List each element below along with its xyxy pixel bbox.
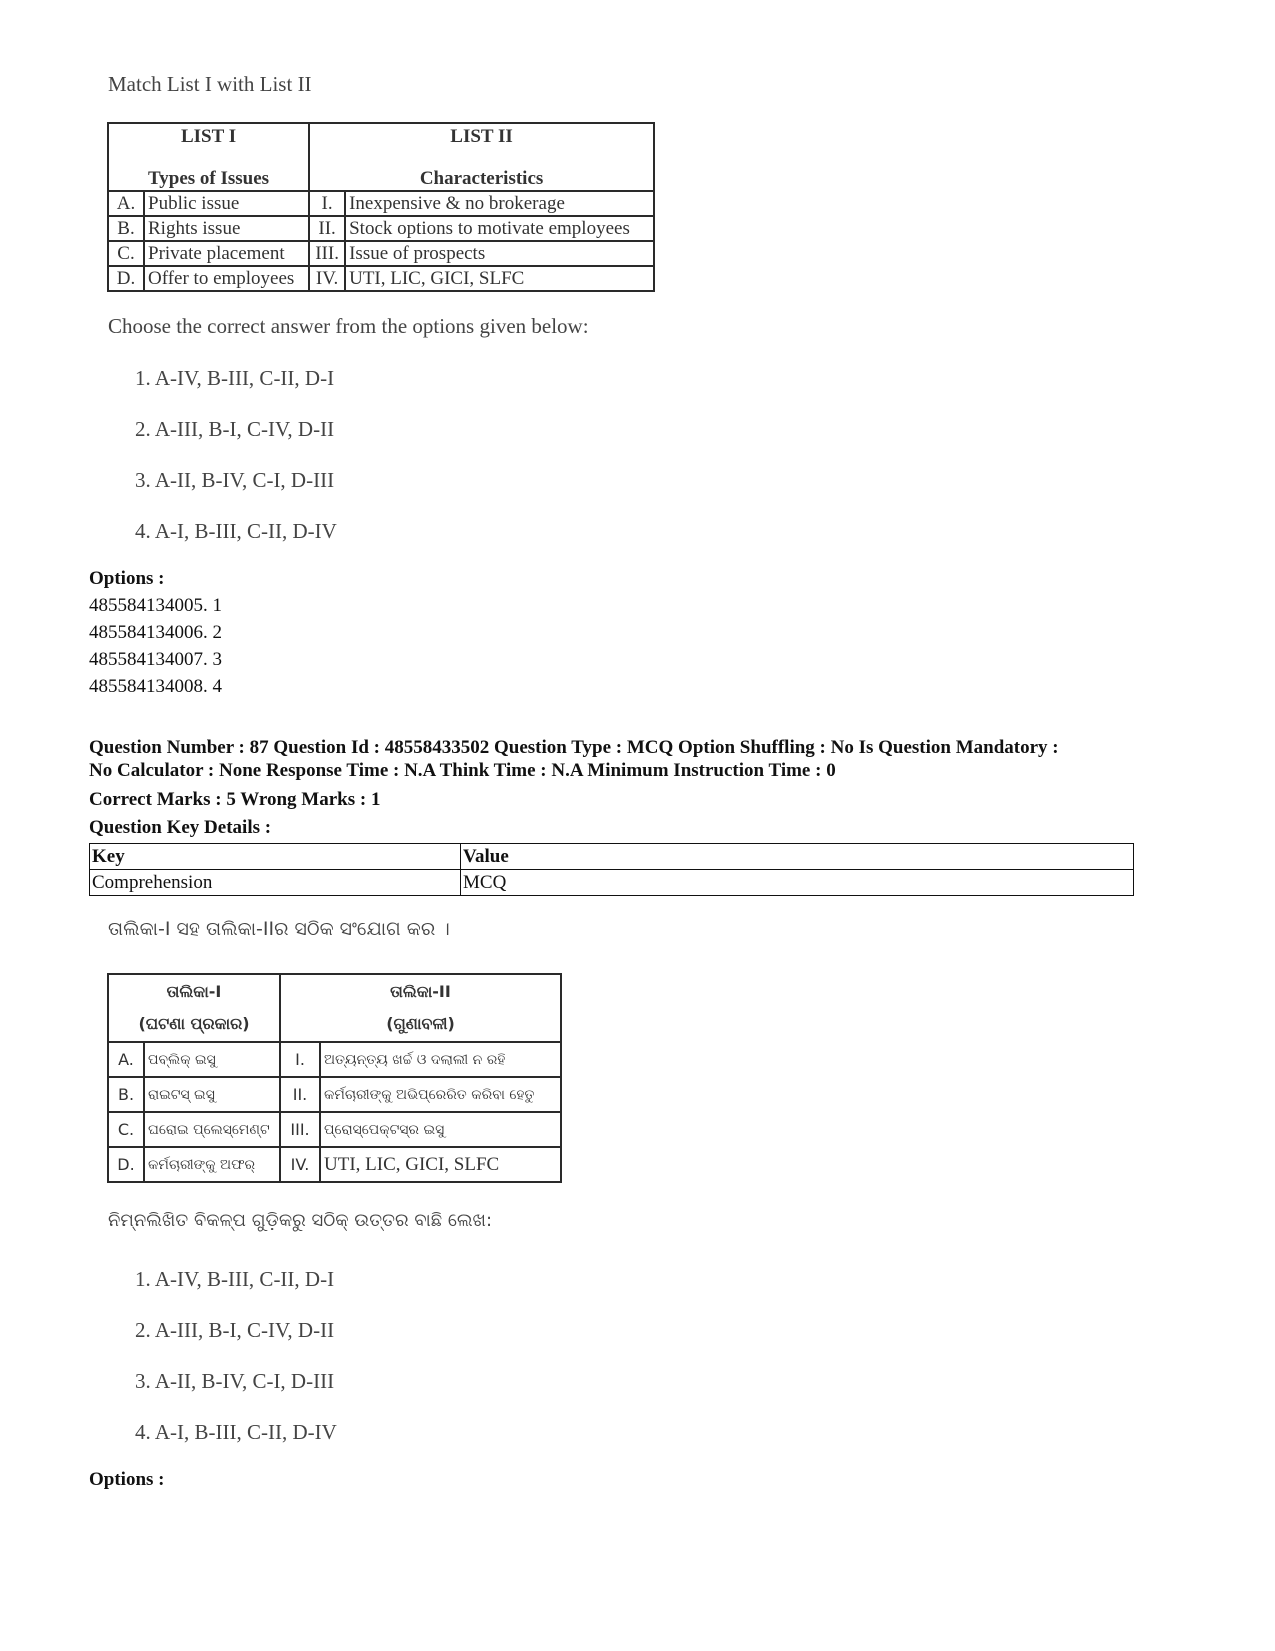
- row-letter: D.: [108, 266, 144, 291]
- options-label: Options :: [89, 568, 165, 589]
- table-row: [108, 241, 654, 266]
- q1-choice-3: 3. A-II, B-IV, C-I, D-III: [135, 468, 335, 492]
- table-row: [108, 216, 654, 241]
- row-letter: B.: [108, 1077, 144, 1112]
- value-header: Value: [461, 844, 1134, 870]
- issue-type: ଘରୋଇ ପ୍ଲେସ୍‌ମେଣ୍ଟ: [144, 1112, 280, 1147]
- q1-list2-title: LIST II: [450, 126, 513, 147]
- issue-type: Offer to employees: [144, 266, 309, 291]
- question-meta-line-2: No Calculator : None Response Time : N.A Think Time : N.A Minimum Instruction Time : 0: [89, 760, 836, 781]
- q2-instruction: ତାଲିକା-I ସହ ତାଲିକା-IIର ସଠିକ ସଂଯୋଗ କର ।: [108, 918, 450, 940]
- table-row: [108, 1077, 561, 1112]
- issue-type: ପବ୍ଲିକ୍ ଇସୁ: [144, 1042, 280, 1077]
- issue-type: Public issue: [144, 191, 309, 216]
- option-item: 485584134005. 1: [89, 595, 222, 616]
- q1-match-table: [107, 122, 655, 292]
- table-row: [108, 1112, 561, 1147]
- row-numeral: I.: [280, 1042, 320, 1077]
- key-header: Key: [90, 844, 461, 870]
- row-letter: A.: [108, 191, 144, 216]
- q2-list1-subtitle: (ଘଟଣା ପ୍ରକାର): [138, 1014, 250, 1033]
- table-row: [108, 266, 654, 291]
- q2-options-label: Options :: [89, 1469, 165, 1490]
- characteristic: Inexpensive & no brokerage: [345, 191, 654, 216]
- row-letter: C.: [108, 241, 144, 266]
- row-letter: A.: [108, 1042, 144, 1077]
- key-details-label: Question Key Details :: [89, 817, 272, 838]
- q2-choice-2: 2. A-III, B-I, C-IV, D-II: [135, 1318, 335, 1342]
- row-numeral: IV.: [280, 1147, 320, 1182]
- q1-list1-header: [108, 123, 309, 191]
- row-numeral: II.: [309, 216, 345, 241]
- q1-list1-subtitle: Types of Issues: [148, 168, 270, 189]
- q2-list2-header: [280, 974, 561, 1042]
- question-meta-line-1: Question Number : 87 Question Id : 48558433502 Question Type : MCQ Option Shuffling : No Is Question Mandatory :: [89, 737, 1059, 758]
- q1-list2-header: [309, 123, 654, 191]
- key-value-table: [89, 843, 1134, 896]
- q2-choice-3: 3. A-II, B-IV, C-I, D-III: [135, 1369, 335, 1393]
- row-numeral: IV.: [309, 266, 345, 291]
- table-row: [108, 191, 654, 216]
- characteristic: UTI, LIC, GICI, SLFC: [345, 266, 654, 291]
- value-cell: MCQ: [461, 870, 1134, 896]
- key-cell: Comprehension: [90, 870, 461, 896]
- q1-list1-title: LIST I: [180, 126, 237, 147]
- q2-list1-title: ତାଲିକା-I: [166, 982, 222, 1001]
- characteristic: ପ୍ରୋସ୍‌ପେକ୍ଟସ୍‌ର ଇସୁ: [320, 1112, 561, 1147]
- q1-instruction: Match List I with List II: [108, 72, 312, 96]
- characteristic: Stock options to motivate employees: [345, 216, 654, 241]
- table-row: [90, 844, 1134, 870]
- row-numeral: I.: [309, 191, 345, 216]
- option-item: 485584134006. 2: [89, 622, 222, 643]
- q2-choice-1: 1. A-IV, B-III, C-II, D-I: [135, 1267, 335, 1291]
- q1-list2-subtitle: Characteristics: [419, 168, 544, 189]
- q2-choice-4: 4. A-I, B-III, C-II, D-IV: [135, 1420, 337, 1444]
- row-letter: B.: [108, 216, 144, 241]
- q2-list2-subtitle: (ଗୁଣାବଳୀ): [386, 1014, 455, 1033]
- row-letter: D.: [108, 1147, 144, 1182]
- issue-type: କର୍ମଚାରୀଙ୍କୁ ଅଫର୍: [144, 1147, 280, 1182]
- characteristic: ଅତ୍ୟନ୍ତ୍ୟ ଖର୍ଚ୍ଚ ଓ ଦଲାଲୀ ନ ରହି: [320, 1042, 561, 1077]
- characteristic: Issue of prospects: [345, 241, 654, 266]
- q1-choose-prompt: Choose the correct answer from the options given below:: [108, 314, 589, 338]
- table-row: [90, 870, 1134, 896]
- row-numeral: III.: [280, 1112, 320, 1147]
- row-numeral: II.: [280, 1077, 320, 1112]
- option-item: 485584134008. 4: [89, 676, 222, 697]
- table-row: [108, 1147, 561, 1182]
- q1-choice-2: 2. A-III, B-I, C-IV, D-II: [135, 417, 335, 441]
- issue-type: ରାଇଟସ୍ ଇସୁ: [144, 1077, 280, 1112]
- row-letter: C.: [108, 1112, 144, 1147]
- q2-choose-prompt: ନିମ୍ନଲିଖିତ ବିକଳ୍ପ ଗୁଡ଼ିକରୁ ସଠିକ୍ ଉତ୍ତର ବାଛି ଲେଖ:: [108, 1210, 493, 1231]
- characteristic: କର୍ମଚାରୀଙ୍କୁ ଅଭିପ୍ରେରିତ କରିବା ହେତୁ: [320, 1077, 561, 1112]
- q2-list2-title: ତାଲିକା-II: [390, 982, 451, 1001]
- option-item: 485584134007. 3: [89, 649, 222, 670]
- question-meta: [89, 736, 1189, 782]
- q1-choice-1: 1. A-IV, B-III, C-II, D-I: [135, 366, 335, 390]
- issue-type: Private placement: [144, 241, 309, 266]
- row-numeral: III.: [309, 241, 345, 266]
- characteristic: UTI, LIC, GICI, SLFC: [320, 1147, 561, 1182]
- q2-match-table: [107, 973, 562, 1183]
- q2-list1-header: [108, 974, 280, 1042]
- table-row: [108, 1042, 561, 1077]
- issue-type: Rights issue: [144, 216, 309, 241]
- q1-choice-4: 4. A-I, B-III, C-II, D-IV: [135, 519, 337, 543]
- marks-line: Correct Marks : 5 Wrong Marks : 1: [89, 789, 381, 810]
